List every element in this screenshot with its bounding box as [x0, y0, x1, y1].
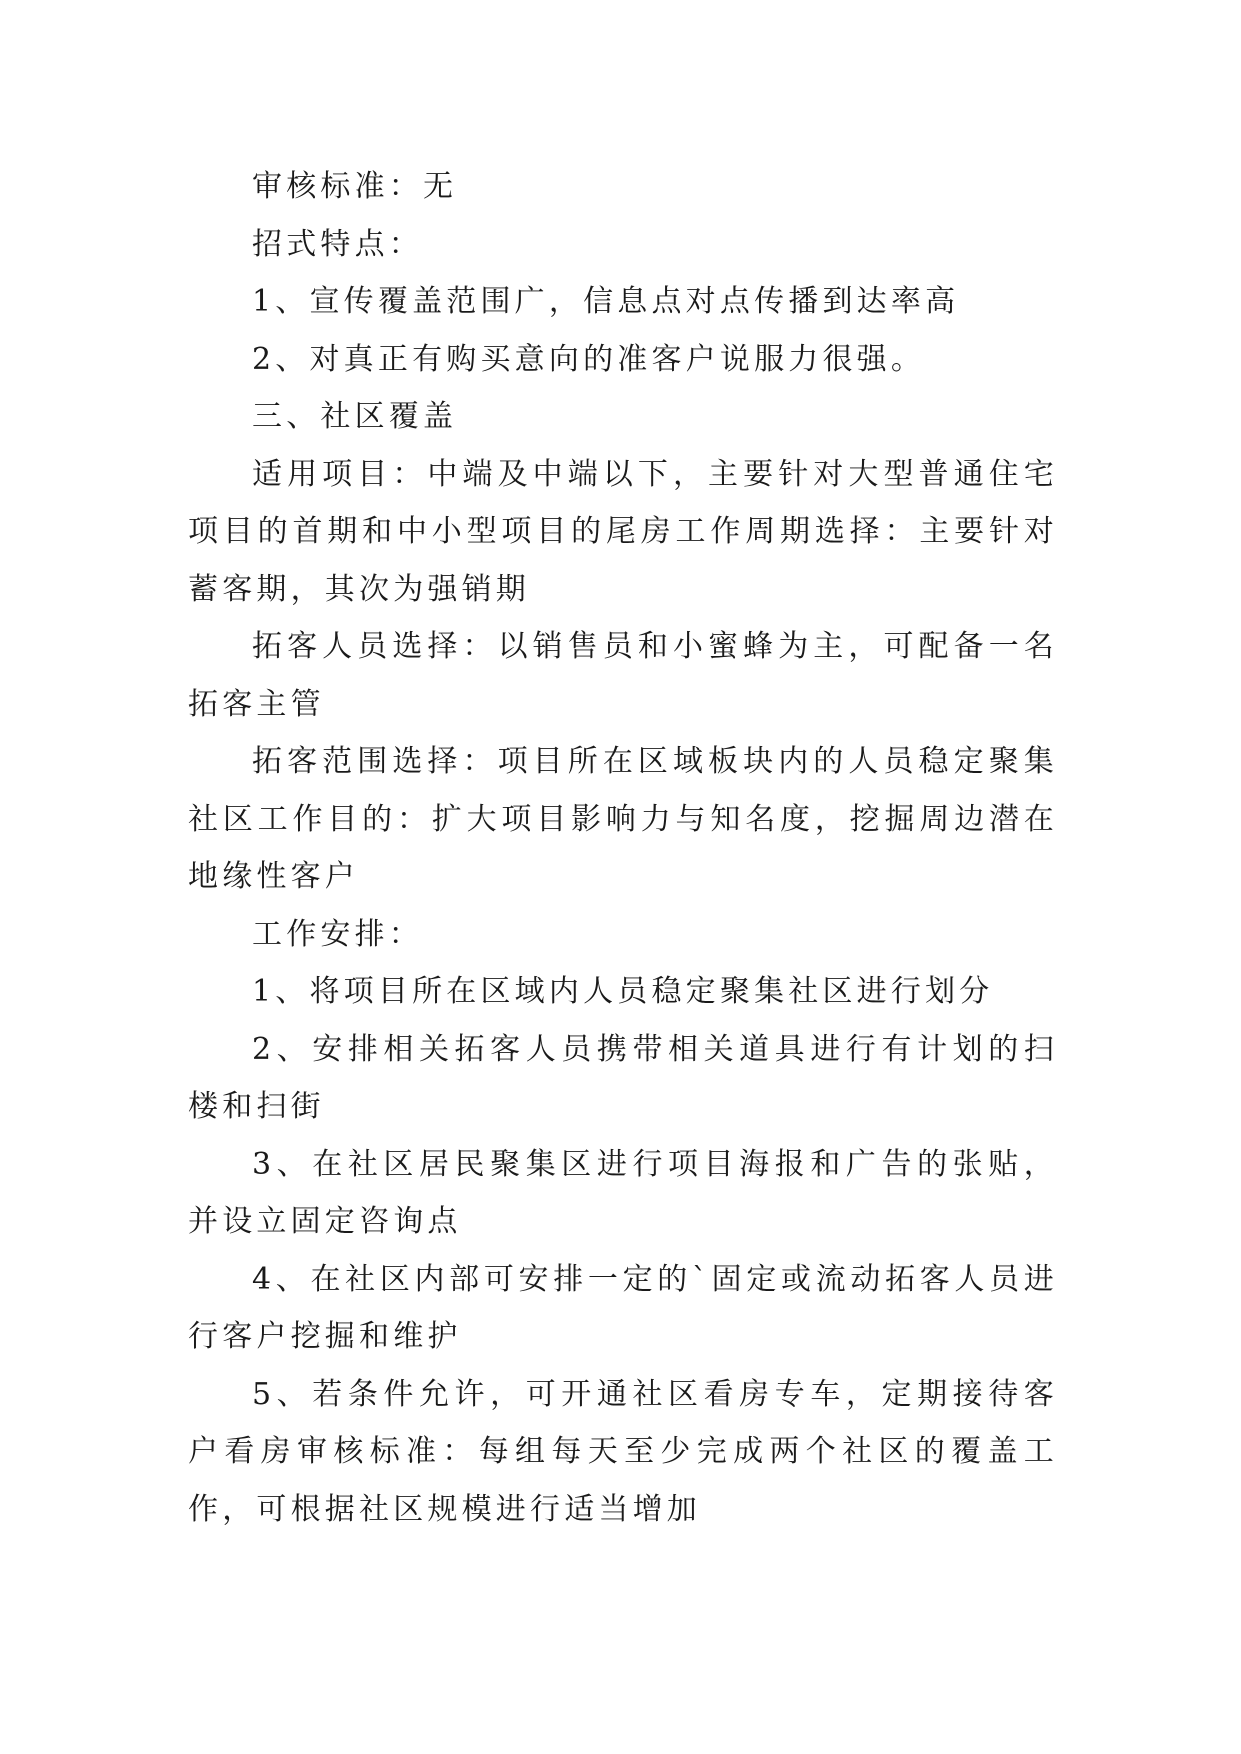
paragraph-scope-selection: 拓客范围选择：项目所在区域板块内的人员稳定聚集社区工作目的：扩大项目影响力与知名度，挖掘周边潜在地缘性客户	[188, 744, 1058, 894]
paragraph-arrangement-3: 3、在社区居民聚集区进行项目海报和广告的张贴，并设立固定咨询点	[188, 1146, 1058, 1239]
paragraph-arrangement-2: 2、安排相关拓客人员携带相关道具进行有计划的扫楼和扫街	[188, 1031, 1058, 1124]
document-body	[188, 158, 1058, 1538]
paragraph-work-arrangement-heading: 工作安排：	[252, 916, 423, 952]
paragraph-features-heading: 招式特点：	[252, 226, 423, 262]
paragraph-staff-selection: 拓客人员选择：以销售员和小蜜蜂为主，可配备一名拓客主管	[188, 629, 1058, 722]
paragraph-arrangement-5: 5、若条件允许，可开通社区看房专车，定期接待客户看房审核标准：每组每天至少完成两个社区的覆盖工作，可根据社区规模进行适当增加	[188, 1376, 1058, 1527]
paragraph-arrangement-1: 1、将项目所在区域内人员稳定聚集社区进行划分	[252, 974, 994, 1009]
paragraph-review-standard-none: 审核标准：无	[252, 169, 458, 204]
paragraph-applicable-projects: 适用项目：中端及中端以下，主要针对大型普通住宅项目的首期和中小型项目的尾房工作周期选择：主要针对蓄客期，其次为强销期	[188, 456, 1058, 607]
paragraph-arrangement-4: 4、在社区内部可安排一定的`固定或流动拓客人员进行客户挖掘和维护	[188, 1261, 1058, 1354]
paragraph-feature-1: 1、宣传覆盖范围广，信息点对点传播到达率高	[252, 284, 960, 319]
paragraph-feature-2: 2、对真正有购买意向的准客户说服力很强。	[252, 341, 926, 377]
section-heading-community-coverage: 三、社区覆盖	[252, 399, 458, 434]
